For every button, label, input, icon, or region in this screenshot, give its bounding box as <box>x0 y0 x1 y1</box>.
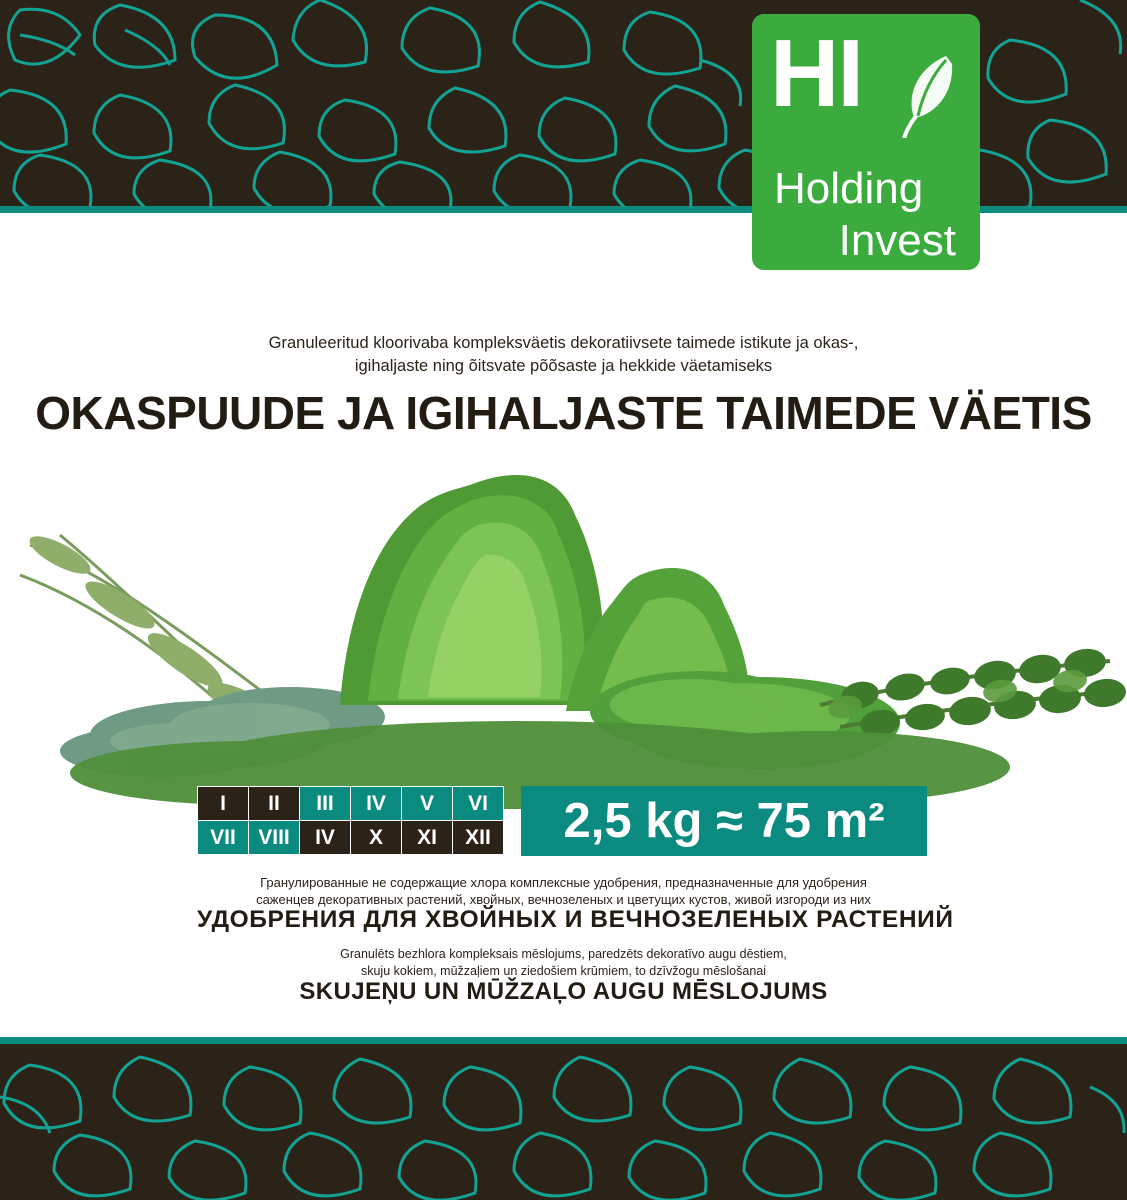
month-cell: IV <box>351 787 402 821</box>
month-cell: XII <box>453 821 504 855</box>
month-cell: X <box>351 821 402 855</box>
latvian-subtitle-line2: skuju kokiem, mūžzaļiem un ziedošiem krūmiem, to dzīvžogu mēslošanai <box>360 964 767 978</box>
months-row-first-half <box>198 787 504 821</box>
estonian-subtitle <box>0 332 1127 378</box>
latvian-subtitle-line1: Granulēts bezhlora kompleksais mēslojums, paredzēts dekoratīvo augu dēstiem, <box>340 947 787 961</box>
conifer-plants-photo <box>0 455 1127 815</box>
month-cell: XI <box>402 821 453 855</box>
russian-subtitle-line2: саженцев декоративных растений, хвойных, вечнозеленых и цветущих кустов, живой изгороди из них <box>256 892 871 907</box>
estonian-subtitle-line2: igihaljaste ning õitsvate põõsaste ja hekkide väetamiseks <box>354 357 773 375</box>
months-row-second-half <box>198 821 504 855</box>
month-cell: I <box>198 787 249 821</box>
estonian-subtitle-line1: Granuleeritud kloorivaba kompleksväetis dekoratiivsete taimede istikute ja okas-, <box>268 334 859 352</box>
leaf-pattern-bottom-icon <box>0 1037 1127 1200</box>
application-months-table <box>197 786 504 855</box>
coverage-text: 2,5 kg ≈ 75 m² <box>563 794 885 848</box>
logo-line-holding: Holding <box>774 164 924 213</box>
logo-monogram: HI <box>770 20 862 127</box>
plants-illustration-icon <box>0 455 1127 815</box>
month-cell: II <box>249 787 300 821</box>
month-cell: VII <box>198 821 249 855</box>
russian-subtitle-line1: Гранулированные не содержащие хлора комплексные удобрения, предназначенные для удобрения <box>260 875 867 890</box>
coverage-banner <box>521 786 927 856</box>
month-cell: VIII <box>249 821 300 855</box>
estonian-title: OKASPUUDE JA IGIHALJASTE TAIMEDE VÄETIS <box>35 387 1092 439</box>
latvian-title: SKUJEŅU UN MŪŽZAĻO AUGU MĒSLOJUMS <box>299 978 828 1005</box>
month-cell: III <box>300 787 351 821</box>
leaf-icon <box>896 54 966 138</box>
month-cell: VI <box>453 787 504 821</box>
latvian-subtitle <box>197 946 930 980</box>
russian-title: УДОБРЕНИЯ ДЛЯ ХВОЙНЫХ И ВЕЧНОЗЕЛЕНЫХ РАСТЕНИЙ <box>197 906 954 933</box>
logo-line-invest: Invest <box>838 216 956 265</box>
russian-subtitle <box>197 874 930 908</box>
month-cell: IV <box>300 821 351 855</box>
month-cell: V <box>402 787 453 821</box>
bottom-leaf-pattern-band <box>0 1037 1127 1200</box>
brand-logo <box>752 14 980 270</box>
